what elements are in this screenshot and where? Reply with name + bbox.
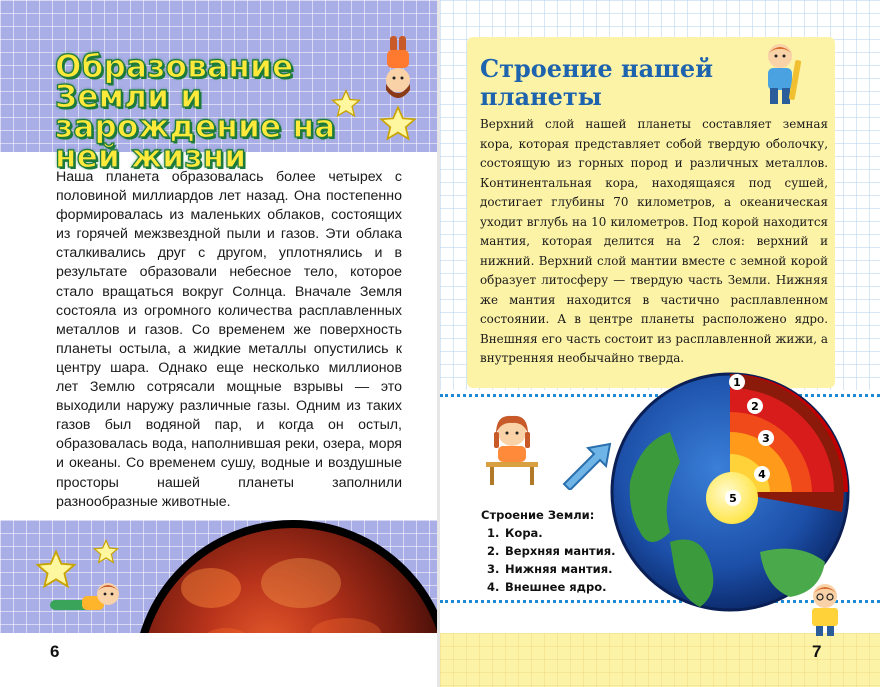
layer-label-2: 2 [751,400,759,413]
list-item: 3. Нижняя мантия. [487,562,613,576]
right-page [440,0,880,687]
reading-boy-illustration [808,582,842,638]
left-page [0,0,437,687]
list-item: 2. Верхняя мантия. [487,544,616,558]
lying-child-illustration [48,580,122,614]
footer-area [0,633,437,687]
layer-label-5: 5 [729,492,737,505]
list-item: 1. Кора. [487,526,543,540]
page-title: Образование Земли и зарождение на ней жизни [55,49,336,175]
girl-at-desk-illustration [482,412,542,486]
page-number: 7 [812,642,822,661]
star-icon [92,538,120,566]
body-text: Верхний слой нашей планеты составляет земная кора, которая представляет собой твердую оболочку, состоящую из горных пород и различных металлов. Континентальная кора, находящаяся под сушей, достигает глубины 70 километров, а океаническая уходит вглубь на 10 километров. Под корой находится мантия, которая делится на 2 слоя: верхний и нижний. Верхний слой мантии вместе с земной корой образует литосферу — твердую часть Земли. Нижняя же мантия находится в частично расплавленном состоянии. А в центре планеты расположено ядро. Внешняя его часть состоит из расплавленной жижи, а внутренняя необычайно твердa. [480,117,828,365]
page-title: Строение нашей планеты [480,54,714,111]
arrow-icon [558,440,614,490]
body-text: Наша планета образовалась более четырех с половиной миллиардов лет назад. Она постепенно формировалась из маленьких облаков, состоящих из горячей межзвездной пыли и газов. Эти облака сталкивались друг с другом, уплотнялись и в результате образовали небесное тело, которое стало вращаться вокруг Солнца. Вначале Земля состояла из огромного количества расплавленных металлов и газов. Со временем же поверхность планеты остыла, а жидкие металлы опустились к центру шара. Однако еще несколько миллионов лет Землю сотрясали мощные взрывы — это выходили наружу различные газы. Одним из таких газов был водяной пар, и когда он остыл, образовалась вода, наполнившая реки, озера, моря и океаны. Со временем сушу, водные и воздушные просторы нашей планеты заполнили разнообразные животные. [56,169,402,510]
layer-label-4: 4 [758,468,766,481]
page-number: 6 [50,642,60,661]
list-item: 4. Внешнее ядро. [487,580,607,594]
layer-label-3: 3 [762,432,770,445]
structure-heading: Строение Земли: [481,508,595,522]
layer-label-1: 1 [733,376,741,389]
